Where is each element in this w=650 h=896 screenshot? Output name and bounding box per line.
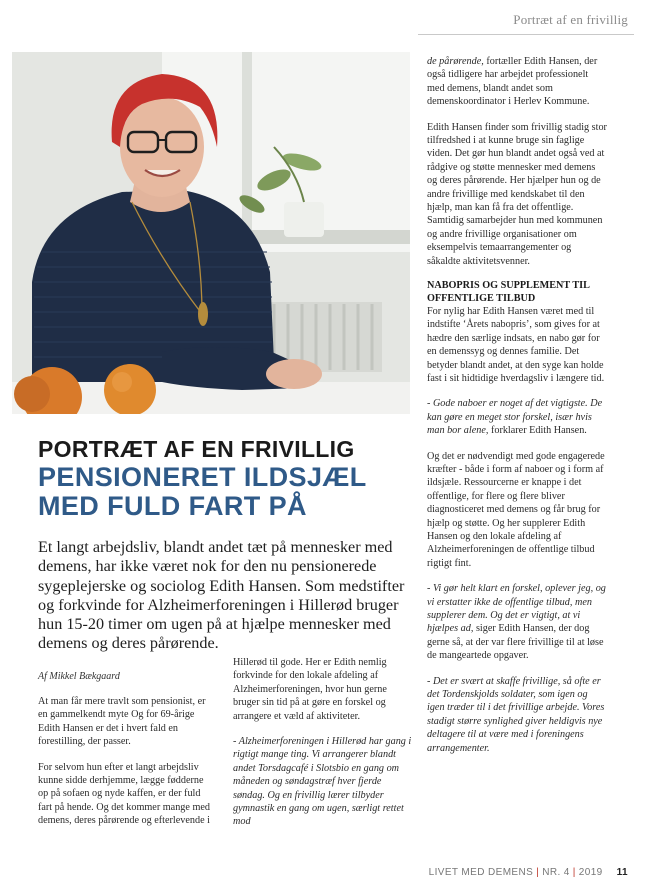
page-footer <box>429 867 628 878</box>
body-column-3 <box>427 55 607 767</box>
attribution-text: forklarer Edith Hansen. <box>488 425 587 437</box>
page-number: 11 <box>616 867 628 878</box>
paragraph: For nylig har Edith Hansen været med til indstifte ‘Årets nabopris’, som gives for at hædre den særlige indsats, en nabo gør for en demenssyg og dennes familie. Det betyder blandt andet, at den syge kan holde fast i sit hidtidige hverdagsliv i længere tid. <box>427 305 605 384</box>
magazine-name: LIVET MED DEMENS <box>428 867 534 878</box>
body-column-2 <box>233 656 413 841</box>
article-headline: PENSIONERET ILDSJÆL MED FULD FART PÅ <box>38 462 367 521</box>
attribution-text: siger Edith Hansen, der dog gerne så, at der var flere frivillige til at løse de mangeartede opgaver. <box>427 623 604 662</box>
article-kicker: PORTRÆT AF EN FRIVILLIG <box>38 436 355 462</box>
portrait-illustration <box>12 52 410 414</box>
running-head: Portræt af en frivillig <box>513 12 628 27</box>
byline: Af Mikkel Bækgaard <box>38 671 120 682</box>
paragraph <box>427 397 607 437</box>
footer-separator: | <box>572 867 576 878</box>
quote-paragraph: - Alzheimerforeningen i Hillerød har gang i rigtigt mange ting. Vi arrangerer blandt andet Torsdagcafé i Slotsbio en gang om måneden og søndagstræf hver fjerde søndag. Og en frivillig lærer tilbyder gymnastik en gang om ugen, særligt rettet mod <box>233 736 412 828</box>
header-rule <box>418 34 634 35</box>
body-column-1 <box>38 695 216 840</box>
issue-year: 2019 <box>578 867 603 878</box>
quote-text: - Gode naboer er noget af det vigtigste. De kan gøre en meget stor forskel, især hvis man bor alene, <box>427 398 603 437</box>
paragraph <box>427 55 607 109</box>
quote-text: - Vi gør helt klart en forskel, oplever jeg, og vi erstatter ikke de offentlige tilbud, men supplerer dem. Og det er vigtigt, at vi hjælpes ad, <box>427 583 606 635</box>
paragraph: Hillerød til gode. Her er Edith nemlig forkvinde for den lokale afdeling af Alzheimerforeningen, hvor hun gerne bruger sin tid på at gøre en forskel og arrangere et væld af aktiviteter. <box>233 657 387 722</box>
article-lead: Et langt arbejdsliv, blandt andet tæt på mennesker med demens, har ikke været nok for den nu pensionerede sygeplejerske og sociolog Edith Hansen. Som medstifter og forkvinde for Alzheimerforeningen i Hillerød bruger hun 15-20 timer om ugen på at hjælpe mennesker med demens og deres pårørende. <box>38 538 405 653</box>
issue-number: NR. 4 <box>542 867 570 878</box>
portrait-photo <box>12 52 410 414</box>
paragraph: Og det er nødvendigt med gode engagerede kræfter - både i form af naboer og i form af ildsjæle. Ressourcerne er knappe i det offentlige, for flere og flere bliver diagnosticeret med demens og får brug for hjælp og støtte. Og her supplerer Edith Hansen og den lokale afdeling af Alzheimerforeningen de offentlige tilbud rigtigt fint. <box>427 450 605 569</box>
attribution-text: fortæller Edith Hansen, der også tidligere har arbejdet professionelt med demens, blandt andet som demenskoordinator i Herlev Kommune. <box>427 56 598 108</box>
paragraph: At man får mere travlt som pensionist, er en gammelkendt myte Og for 69-årige Edith Hansen er det i hvert fald en forestilling, der passer. <box>38 696 206 748</box>
paragraph <box>427 582 607 662</box>
paragraph: Edith Hansen finder som frivillig stadig stor tilfredshed i at kunne bruge sin faglige viden. Det gør hun blandt andet også ved at rådgive og støtte mennesker med demens og deres pårørende. Her hjælper hun og de andre frivillige med kendskabet til den hjælp, man kan få fra det offentlige. Samtidig samarbejder hun med kommunen og andre frivillige organisationer om eksempelvis temaarrangementer og såkaldte aktivitetsvenner. <box>427 121 607 267</box>
footer-separator: | <box>536 867 540 878</box>
quote-paragraph: - Det er svært at skaffe frivillige, så ofte er det Tordenskjolds soldater, som igen og igen træder til i det frivillige arbejde. Vores stadigt større synlighed giver heldigvis nye deltagere til at være med i foreningens arrangementer. <box>427 675 605 754</box>
paragraph: For selvom hun efter et langt arbejdsliv kunne sidde derhjemme, lægge fødderne op på sofaen og nyde kaffen, er der fuld fart på hende. Og det kommer mange med demens, deres pårørende og efterlevende i <box>38 761 210 827</box>
quote-text: de pårørende, <box>427 56 484 67</box>
subheading: NABOPRIS OG SUPPLEMENT TIL OFFENTLIGE TILBUD <box>427 280 590 304</box>
